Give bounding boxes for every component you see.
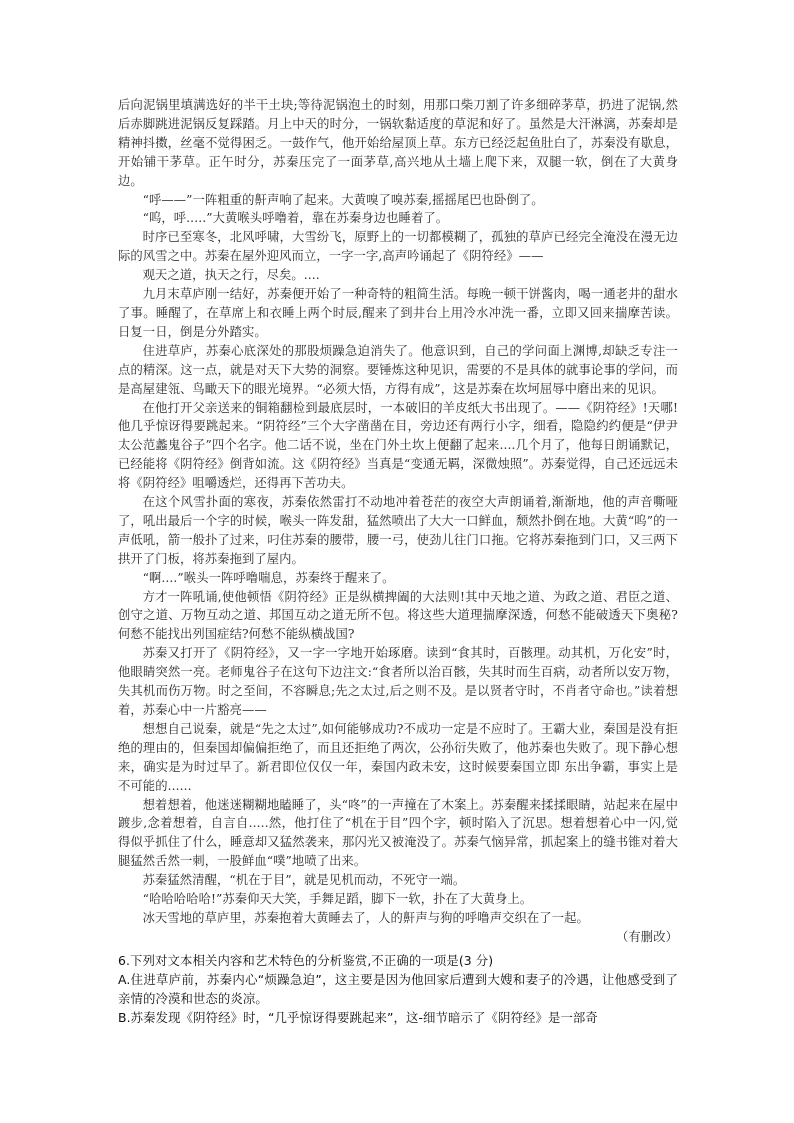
question-stem: 6.下列对文本相关内容和艺术特色的分析鉴赏,不正确的一项是(3 分) — [118, 952, 494, 968]
story-paragraph-14: 想着想着，他迷迷糊糊地瞌睡了，头“咚”的一声撞在了木案上。苏秦醒来揉揉眼睛，站起来在屋中踱步,念着想着，自言自.....然，他打住了“机在于目”四个字，顿时陷入了沉思。想着想着心中一闪,觉得似乎抓住了什么，睡意却又猛然袭来，那闪光又被淹没了。苏秦气恼异常，抓起案上的缝书锥对着大腿猛然舌然一刺，一股鲜血“噗”地喷了出来。 — [118, 797, 678, 869]
story-paragraph-1: 后向泥锅里填满选好的半干土块;等待泥锅泡土的时刻，用那口柴刀割了许多细碎茅草，扔进了泥锅,然后赤脚跳进泥锅反复踩踏。月上中天的时分，一锅软黏适度的草泥和好了。虽然是大汗淋漓，苏秦却是精神抖擞，丝毫不觉得困乏。一鼓作气，他开始给屋顶上草。东方已经泛起鱼肚白了，苏秦没有歇息，开始铺干茅草。正午时分，苏秦压完了一面茅草,高兴地从土墙上爬下来，双腿一软，倒在了大黄身边。 — [118, 98, 678, 188]
source-note: （有删改） — [616, 929, 678, 944]
story-text — [118, 96, 678, 947]
story-paragraph-3: “呜，呼.....”大黄喉头呼噜着，靠在苏秦身边也睡着了。 — [142, 211, 449, 226]
question-6 — [118, 951, 678, 1027]
story-paragraph-4: 时序已至寒冬，北风呼啸，大雪纷飞，原野上的一切都模糊了，孤独的草庐已经完全淹没在漫无边际的风雪之中。苏秦在屋外迎风而立，一字一字,高声吟诵起了《阴符经》—— — [118, 230, 678, 264]
story-paragraph-7: 住进草庐，苏秦心底深处的那股烦躁急迫消失了。他意识到，自己的学问面上渊博,却缺乏专注一点的精深。这一点，就是对天下大势的洞察。要锤炼这种见识，需要的不是具体的就事论事的学问，而是高屋建瓴、鸟瞰天下的眼光境界。“必须大悟，方得有成”，这是苏秦在坎坷屈辱中磨出来的见识。 — [118, 343, 678, 396]
option-a: A.住进草庐前，苏秦内心“烦躁急迫”，这主要是因为他回家后遭到大嫂和妻子的冷遇，让他感受到了亲情的冷漠和世态的炎凉。 — [118, 971, 678, 1006]
story-paragraph-5: 观天之道，执天之行，尽矣。.... — [142, 268, 320, 283]
option-b: B.苏秦发现《阴符经》时，“几乎惊讶得要跳起来”，这-细节暗示了《阴符经》是一部奇 — [118, 1009, 598, 1025]
story-paragraph-9: 在这个风雪扑面的寒夜，苏秦依然雷打不动地冲着苍茫的夜空大声朗诵着,渐渐地，他的声音嘶哑了，吼出最后一个字的时候，喉头一阵发甜，猛然喷出了大大一口鲜血，颓然扑倒在地。大黄“呜”的一声低吼，箭一般扑了过来，叼住苏秦的腰带，腰一弓，使劲儿往门口拖。它将苏秦拖到门口，又三两下拱开了门板，将苏秦拖到了屋内。 — [118, 495, 678, 566]
story-paragraph-15: 苏秦猛然清醒，“机在于目”，就是见机而动，不死守一端。 — [142, 873, 466, 888]
document-page — [118, 96, 678, 1027]
story-paragraph-6: 九月末草庐刚一结好，苏秦便开始了一种奇特的粗简生活。每晚一顿干饼酱肉，喝一通老井的甜水了事。睡醒了，在草席上和衣睡上两个时辰,醒来了到井台上用冷水冲洗一番，立即又回来揣摩苦读。日复一日，倒是分外踏实。 — [118, 287, 678, 339]
story-paragraph-11: 方才一阵吼诵,使他顿悟《阴符经》正是纵横捭阖的大法则!其中天地之道、为政之道、君臣之道、创守之道、万物互动之道、邦国互动之道无所不包。将这些大道理揣摩深透，何愁不能破透天下奥秘?何愁不能找出列国症结?何愁不能纵横战国? — [118, 589, 678, 642]
story-paragraph-12: 苏秦又打开了《阴符经》，又一字一字地开始琢磨。读到“食其时，百骸理。动其机，万化安”时，他眼睛突然一亮。老师鬼谷子在这句下边注文:“食者所以治百骸，失其时而生百病，动者所以安万物，失其机而伤万物。时之至间，不容瞬息;先之太过,后之则不及。是以贤者守时，不肖者守命也。”读着想着，苏秦心中一片豁亮—— — [118, 646, 678, 717]
story-paragraph-17: 冰天雪地的草庐里，苏秦抱着大黄睡去了，人的鼾声与狗的呼噜声交织在了一起。 — [142, 910, 589, 925]
story-paragraph-8: 在他打开父亲送来的铜箱翻检到最底层时，一本破旧的羊皮纸大书出现了。——《阴符经》!天哪!他几乎惊讶得要跳起来。“阴符经”三个大字凿凿在目，旁边还有两行小字，细看，隐隐约约便是“伊尹太公范蠡鬼谷子”四个名字。他二话不说，坐在门外土坎上便翻了起来....几个月了，他每日朗诵默记，已经能将《阴符经》倒背如流。这《阴符经》当真是“变通无羁，深微烛照”。苏秦觉得，自己还远远未将《阴符经》咀嚼透烂，还得再下苦功夫。 — [118, 400, 678, 491]
story-paragraph-10: “啊....”喉头一阵呼噜喘息，苏秦终于醒来了。 — [142, 570, 395, 585]
story-paragraph-2: “呼——”一阵粗重的鼾声响了起来。大黄嗅了嗅苏秦,摇摇尾巴也卧倒了。 — [142, 192, 544, 207]
story-paragraph-16: “哈哈哈哈哈!”苏秦仰天大笑，手舞足蹈，脚下一软，扑在了大黄身上。 — [142, 892, 533, 907]
story-paragraph-13: 想想自己说秦，就是“先之太过”,如何能够成功?不成功一定是不应时了。王霸大业，秦国是没有拒绝的理由的，但秦国却偏偏拒绝了，而且还拒绝了两次，公孙衍失败了，他苏秦也失败了。现下静心想来，确实是为时过早了。新君即位仅仅一年，秦国内政未安，这时候要秦国立即 东出争霸，事实上是不可能的...... — [118, 721, 678, 793]
